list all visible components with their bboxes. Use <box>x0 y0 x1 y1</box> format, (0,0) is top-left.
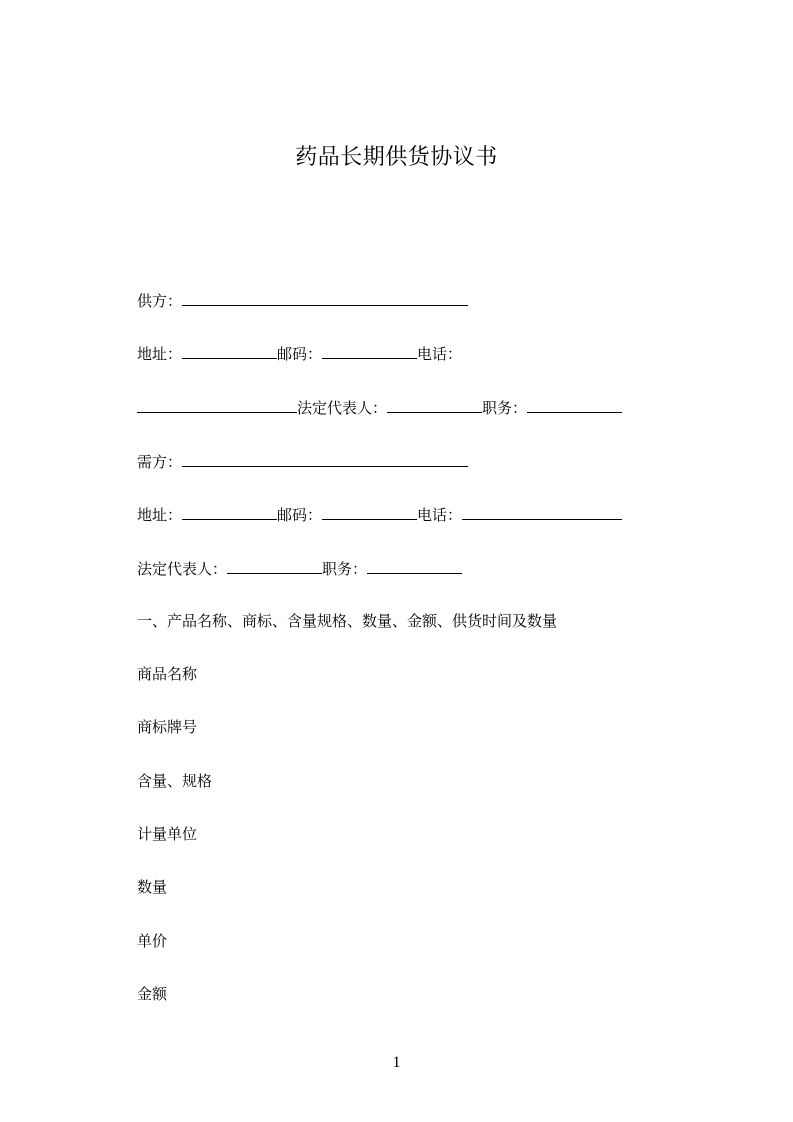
buyer-address-label: 地址： <box>137 506 183 524</box>
supplier-legal-rep-blank <box>387 397 482 413</box>
supplier-line <box>137 290 468 311</box>
buyer-contact-line <box>137 504 622 525</box>
item-trademark: 商标牌号 <box>137 718 198 736</box>
buyer-phone-blank <box>462 504 622 520</box>
buyer-phone-label: 电话： <box>417 506 463 524</box>
supplier-address-label: 地址： <box>137 345 183 363</box>
supplier-postcode-label: 邮码： <box>277 345 323 363</box>
buyer-label: 需方： <box>137 453 183 471</box>
buyer-position-blank <box>367 558 462 574</box>
supplier-legal-rep-label: 法定代表人： <box>297 399 388 417</box>
buyer-position-label: 职务： <box>322 560 368 578</box>
supplier-phone-blank <box>137 397 297 413</box>
page-number: 1 <box>392 1054 401 1071</box>
buyer-postcode-label: 邮码： <box>277 506 323 524</box>
buyer-line <box>137 451 468 472</box>
item-unit-price: 单价 <box>137 932 168 950</box>
supplier-address-blank <box>182 343 277 359</box>
buyer-address-blank <box>182 504 277 520</box>
item-content-spec: 含量、规格 <box>137 772 213 790</box>
item-unit: 计量单位 <box>137 825 198 843</box>
buyer-legal-rep-label: 法定代表人： <box>137 560 228 578</box>
supplier-contact-line <box>137 343 462 364</box>
item-amount: 金额 <box>137 985 168 1003</box>
supplier-position-blank <box>527 397 622 413</box>
supplier-postcode-blank <box>322 343 417 359</box>
buyer-name-blank <box>182 451 468 467</box>
item-quantity: 数量 <box>137 878 168 896</box>
supplier-position-label: 职务： <box>482 399 528 417</box>
section-one-heading: 一、产品名称、商标、含量规格、数量、金额、供货时间及数量 <box>137 612 558 630</box>
document-title: 药品长期供货协议书 <box>295 145 498 170</box>
supplier-name-blank <box>182 290 468 306</box>
buyer-postcode-blank <box>322 504 417 520</box>
supplier-phone-label: 电话： <box>417 345 463 363</box>
buyer-legal-rep-blank <box>227 558 322 574</box>
item-product-name: 商品名称 <box>137 665 198 683</box>
supplier-label: 供方： <box>137 292 183 310</box>
buyer-rep-line <box>137 558 462 579</box>
supplier-rep-line <box>137 397 622 418</box>
